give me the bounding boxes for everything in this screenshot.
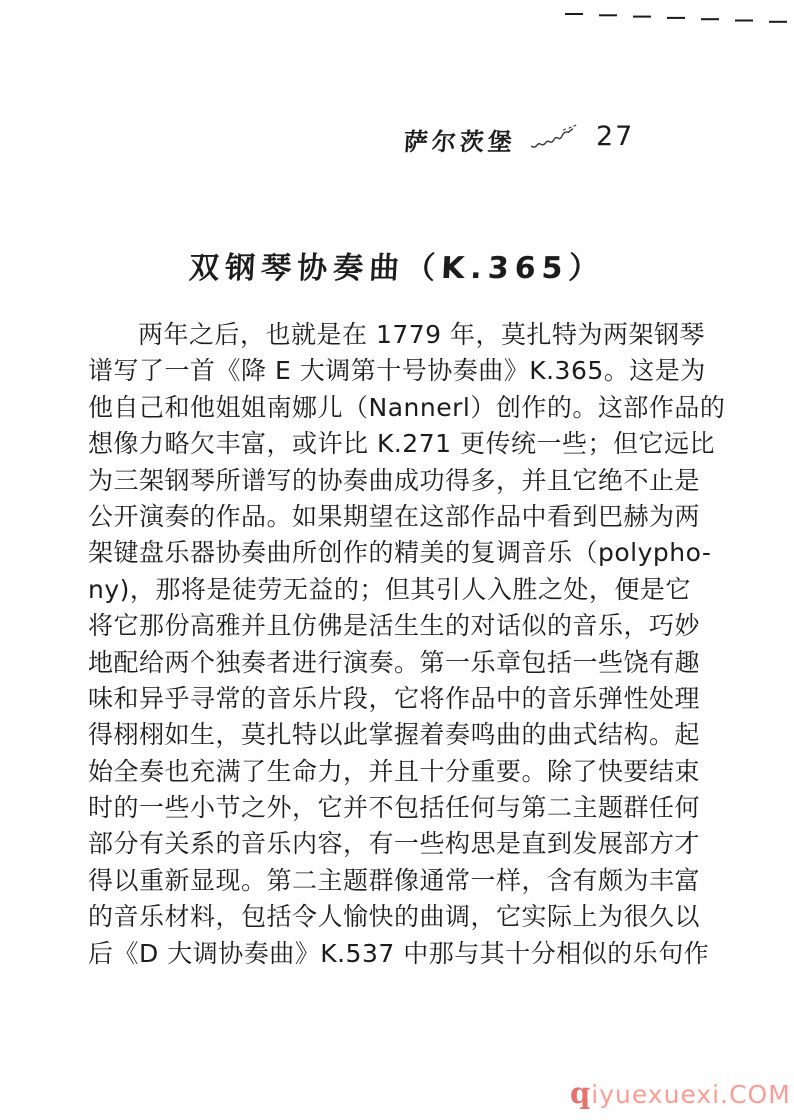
body-line: 谱写了一首《降 E 大调第十号协奏曲》K.365。这是为	[88, 356, 706, 386]
body-line: 想像力略欠丰富，或许比 K.271 更传统一些；但它远比	[88, 429, 715, 459]
body-text	[88, 317, 726, 972]
dash-mark	[565, 13, 583, 15]
dash-mark	[667, 17, 685, 19]
watermark-initial-letter: q	[570, 1076, 592, 1110]
body-line: 地配给两个独奏者进行演奏。第一乐章包括一些饶有趣	[88, 647, 701, 677]
body-line: 味和异乎寻常的音乐片段，它将作品中的音乐弹性处理	[88, 683, 701, 713]
watermark	[570, 1076, 791, 1110]
body-line: 时的一些小节之外，它并不包括任何与第二主题群任何	[88, 793, 701, 823]
body-line: 公开演奏的作品。如果期望在这部作品中看到巴赫为两	[88, 501, 701, 531]
dash-mark	[735, 20, 753, 22]
body-line: 始全奏也充满了生命力，并且十分重要。除了快要结束	[88, 756, 701, 786]
body-line: 两年之后，也就是在 1779 年，莫扎特为两架钢琴	[138, 320, 706, 349]
body-line: 的音乐材料，包括令人愉快的曲调，它实际上为很久以	[88, 902, 701, 932]
body-line: 为三架钢琴所谱写的协奏曲成功得多，并且它绝不止是	[88, 465, 701, 495]
body-line: 将它那份高雅并且仿佛是活生生的对话似的音乐，巧妙	[88, 611, 701, 641]
body-line: 得以重新显现。第二主题群像通常一样，含有颇为丰富	[88, 865, 701, 895]
running-header-title: 萨尔茨堡	[402, 128, 517, 156]
watermark-text: iyuexuexi.COM	[591, 1080, 791, 1109]
top-edge-dashes	[565, 13, 787, 15]
dash-mark	[769, 21, 787, 23]
dash-mark	[633, 16, 651, 18]
body-line: 部分有关系的音乐内容，有一些构思是直到发展部方才	[88, 829, 701, 859]
body-line: ny)，那将是徒劳无益的；但其引人入胜之处，便是它	[88, 574, 691, 604]
body-line: 架键盘乐器协奏曲所创作的精美的复调音乐（polypho-	[88, 538, 712, 568]
flourish-icon	[527, 124, 581, 151]
page-number: 27	[596, 121, 635, 152]
chapter-title: 双钢琴协奏曲（K.365）	[188, 251, 606, 286]
dash-mark	[701, 18, 719, 20]
body-line: 后《D 大调协奏曲》K.537 中那与其十分相似的乐句作	[88, 938, 710, 968]
body-line: 他自己和他姐姐南娜儿（Nannerl）创作的。这部作品的	[88, 392, 726, 422]
body-line: 得栩栩如生，莫扎特以此掌握着奏鸣曲的曲式结构。起	[88, 720, 701, 750]
dash-mark	[599, 14, 617, 16]
